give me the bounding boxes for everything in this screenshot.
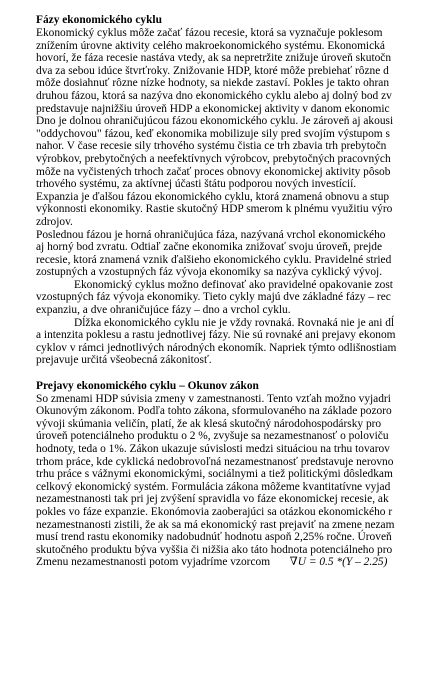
text-line: výrobkov, prebytočných a neefektívnych výrobcov, prebytočných pracovných: [36, 152, 391, 165]
text-line: prejavuje určitá všeobecná zákonitosť.: [36, 354, 212, 367]
text-line: recesie, ktorá znamená vznik ďalšieho ekonomického cyklu. Pravidelné stried: [36, 253, 392, 266]
text-line: musí trend rastu ekonomiky nadobudnúť hodnotu aspoň 2,25% ročne. Úroveň: [36, 531, 392, 544]
text-line: Poslednou fázou je horná ohraničujúca fáza, nazývaná vrchol ekonomického: [36, 228, 386, 241]
section-phases-body: [36, 27, 439, 367]
text-line: zostupných a vzostupných fáz vývoja ekonomiky sa nazýva cyklický vývoj.: [36, 266, 383, 279]
text-line: "oddychovou" fázou, keď ekonomika mobilizuje sily pred svojím výstupom s: [36, 127, 390, 140]
text-line: úroveň potenciálneho produktu o 2 %, zvyšuje sa nezamestnanosť o poloviču: [36, 430, 389, 443]
text-line: trhu práce s vážnymi ekonomickými, sociálnymi a tiež politickými dôsledkam: [36, 468, 393, 481]
text-line: znížením úrovne aktivity celého makroekonomického systému. Ekonomická: [36, 39, 385, 52]
text-line: cyklov v rámci jednotlivých národných ekonomík. Napriek týmto odlišnostiam: [36, 341, 397, 354]
section-okun-body: [36, 393, 439, 557]
formula-line: [36, 556, 439, 569]
text-line: môže dosiahnuť rôzne nízke hodnoty, sa niekde zastaví. Pokles je takto ohran: [36, 77, 390, 90]
text-line: a intenzita poklesu a rastu jednotlivej fázy. Nie sú rovnaké ani prejavy ekonom: [36, 329, 396, 342]
text-line: hodnoty, teda o 1%. Zákon ukazuje súvislosti medzi situáciou na trhu tovarov: [36, 443, 390, 455]
formula-intro: Zmenu nezamestnanosti potom vyjadríme vzorcom: [36, 556, 271, 569]
text-line: skutočného produktu býva vyššia či nižšia ako táto hodnota potenciálneho pro: [36, 543, 393, 556]
text-body: [36, 14, 439, 569]
text-line: Ekonomický cyklus môže začať fázou recesie, ktorá sa vyznačuje poklesom: [36, 27, 383, 39]
text-line: nahor. V čase recesie sily trhového systému čistia ce trh zbavia trh prebytočn: [36, 140, 387, 153]
text-line: nezamestnanosti tak pri jej zvýšení spravidla vo fáze ekonomickej recesie, ak: [36, 493, 389, 506]
text-line: Dno je dolnou ohraničujúcou fázou ekonomického cyklu. Je zároveň aj akousi: [36, 115, 394, 128]
text-line: hovorí, že fáza recesie nastáva vtedy, ak sa nepretržite znižuje úroveň skutočn: [36, 52, 392, 65]
text-line: druhou fázou, ktorá sa nazýva dno ekonomického cyklu alebo aj dolný bod zv: [36, 89, 392, 102]
text-line: vývoji skúmania veličín, platí, že ak klesá skutočný národohospodársky pro: [36, 417, 382, 430]
section-gap: [36, 367, 439, 380]
text-line: Okunovým zákonom. Podľa tohto zákona, sformulovaného na základe pozoro: [36, 405, 392, 418]
text-line: Expanzia je ďalšou fázou ekonomického cyklu, ktorá znamená obnovu a stup: [36, 190, 390, 203]
text-line: môže na vyčistených trhoch začať proces obnovy ekonomickej aktivity pôsob: [36, 165, 391, 178]
text-line: výkonnosti ekonomiky. Rastie skutočný HDP smerom k plnému využitiu výro: [36, 203, 393, 216]
text-line: vzostupných fáz vývoja ekonomiky. Tieto cykly majú dve základné fázy – rec: [36, 291, 391, 304]
text-line: dva za sebou idúce štvrťroky. Znižovanie HDP, ktoré môže prebiehať rôzne d: [36, 64, 389, 77]
text-line: trhom práce, kde cyklická nedobrovoľná nezamestnanosť predstavuje nerovno: [36, 455, 394, 468]
text-line: zdrojov.: [36, 215, 73, 228]
section-heading-phases: Fázy ekonomického cyklu: [36, 14, 162, 26]
text-line: pokles vo fáze expanzie. Ekonómovia zaoberajúci sa otázkou ekonomického r: [36, 505, 393, 518]
text-line: Dĺžka ekonomického cyklu nie je vždy rovnaká. Rovnaká nie je ani dĺ: [74, 316, 395, 329]
text-line: predstavuje najnižšiu úroveň HDP a ekonomickej aktivity v danom ekonomic: [36, 102, 390, 115]
okun-formula: ∇U = 0.5 *(Y – 2.25): [289, 556, 388, 569]
text-line: trhového systému, za aktívnej účasti štátu podporou nových investícií.: [36, 178, 357, 191]
text-line: nezamestnanosti zistili, že ak sa má ekonomický rast prejaviť na zmene nezam: [36, 518, 395, 531]
text-line: Ekonomický cyklus možno definovať ako pravidelné opakovanie zost: [74, 278, 393, 291]
text-line: expanziu, a dve ohraničujúce fázy – dno a vrchol cyklu.: [36, 304, 291, 317]
text-line: aj horný bod zvratu. Odtiaľ začne ekonomika znižovať svoju úroveň, prejde: [36, 241, 383, 254]
text-line: So zmenami HDP súvisia zmeny v zamestnanosti. Tento vzťah možno vyjadri: [36, 392, 391, 405]
text-line: celkový ekonomický systém. Formulácia zákona môžeme kvantitatívne vyjad: [36, 480, 391, 493]
section-heading-okun: Prejavy ekonomického cyklu – Okunov zákon: [36, 379, 259, 392]
